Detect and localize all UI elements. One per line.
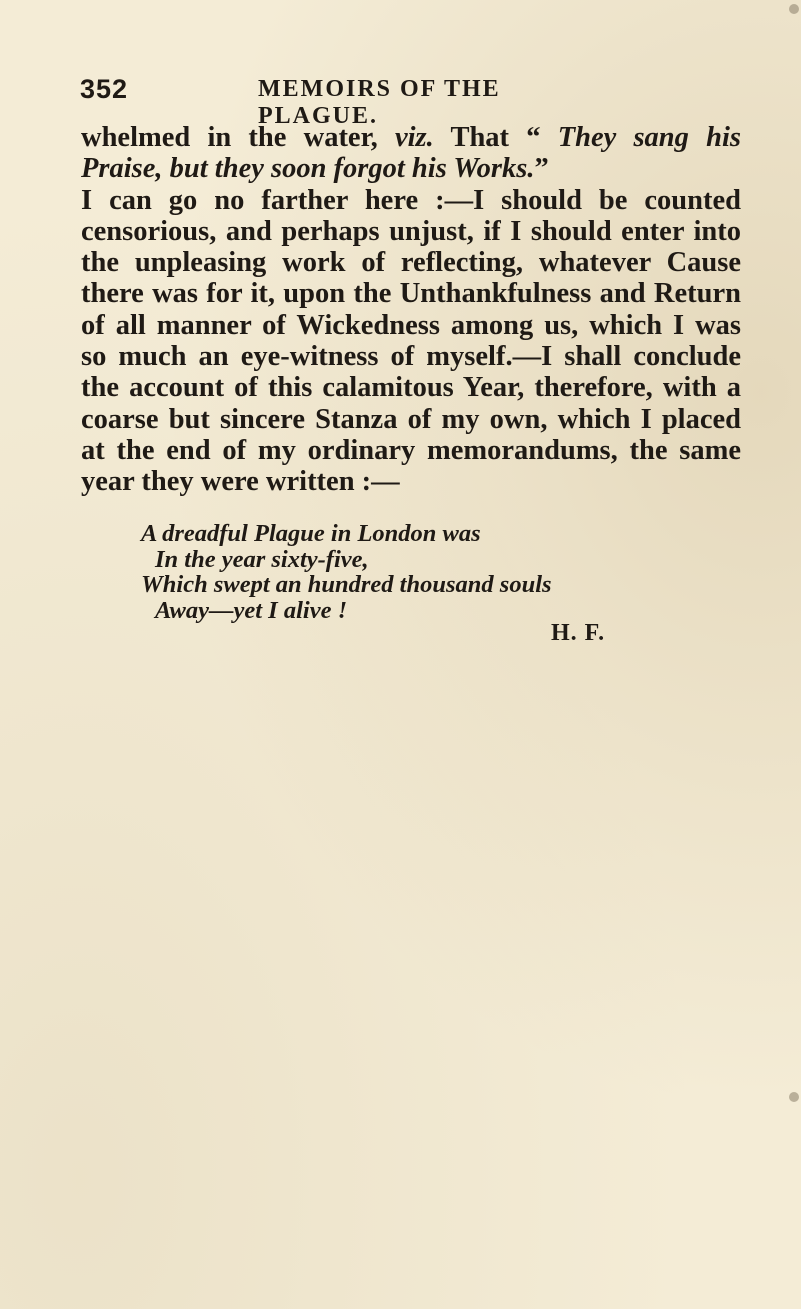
page-edge-mark: [789, 4, 799, 14]
text-run: of all manner of Wickedness among us, which I was: [81, 309, 741, 341]
text-line: [81, 185, 741, 216]
stanza-line: Which swept an hundred thousand souls: [141, 571, 552, 598]
text-line: [81, 278, 741, 309]
text-line: [81, 466, 741, 497]
body-paragraph: [81, 122, 741, 498]
text-line: [81, 372, 741, 403]
stanza-line: In the year sixty-five,: [155, 545, 369, 573]
running-head: [80, 74, 620, 129]
text-run: I can go no farther here :—I should be counted: [81, 184, 741, 216]
text-run: there was for it, upon the Unthankfulness and Return: [81, 278, 741, 310]
text-line: [81, 122, 741, 153]
text-line: [81, 216, 741, 247]
text-line: [81, 435, 741, 466]
stanza: [141, 521, 552, 623]
text-run: censorious, and perhaps unjust, if I should enter into: [81, 215, 741, 247]
text-run: year they were written :—: [81, 466, 400, 498]
text-line: [81, 404, 741, 435]
italic-run: Praise, but they soon forgot his Works.: [81, 153, 535, 185]
text-run: the unpleasing work of reflecting, whatever Cause: [81, 247, 741, 279]
text-line: [81, 153, 741, 184]
text-run: so much an eye-witness of myself.—I shall conclude: [81, 341, 741, 373]
stanza-line: A dreadful Plague in London was: [141, 520, 481, 547]
text-line: [81, 247, 741, 278]
page-number: 352: [80, 74, 129, 104]
page-edge-mark: [789, 1092, 799, 1102]
text-line: [81, 310, 741, 341]
text-run: coarse but sincere Stanza of my own, which I placed: [81, 403, 741, 435]
stanza-line: Away—yet I alive !: [155, 596, 348, 624]
text-line: [81, 341, 741, 372]
text-run: That “: [433, 122, 558, 153]
text-run: ”: [534, 153, 549, 185]
text-run: at the end of my ordinary memorandums, the same: [81, 434, 741, 466]
running-title: MEMOIRS OF THE PLAGUE.: [258, 76, 501, 129]
text-run: whelmed in the water,: [81, 122, 395, 153]
signature-initials: H. F.: [551, 620, 606, 646]
italic-run: They sang his: [557, 122, 741, 153]
text-run: the account of this calamitous Year, therefore, with a: [81, 372, 741, 404]
italic-run: viz.: [394, 122, 434, 153]
